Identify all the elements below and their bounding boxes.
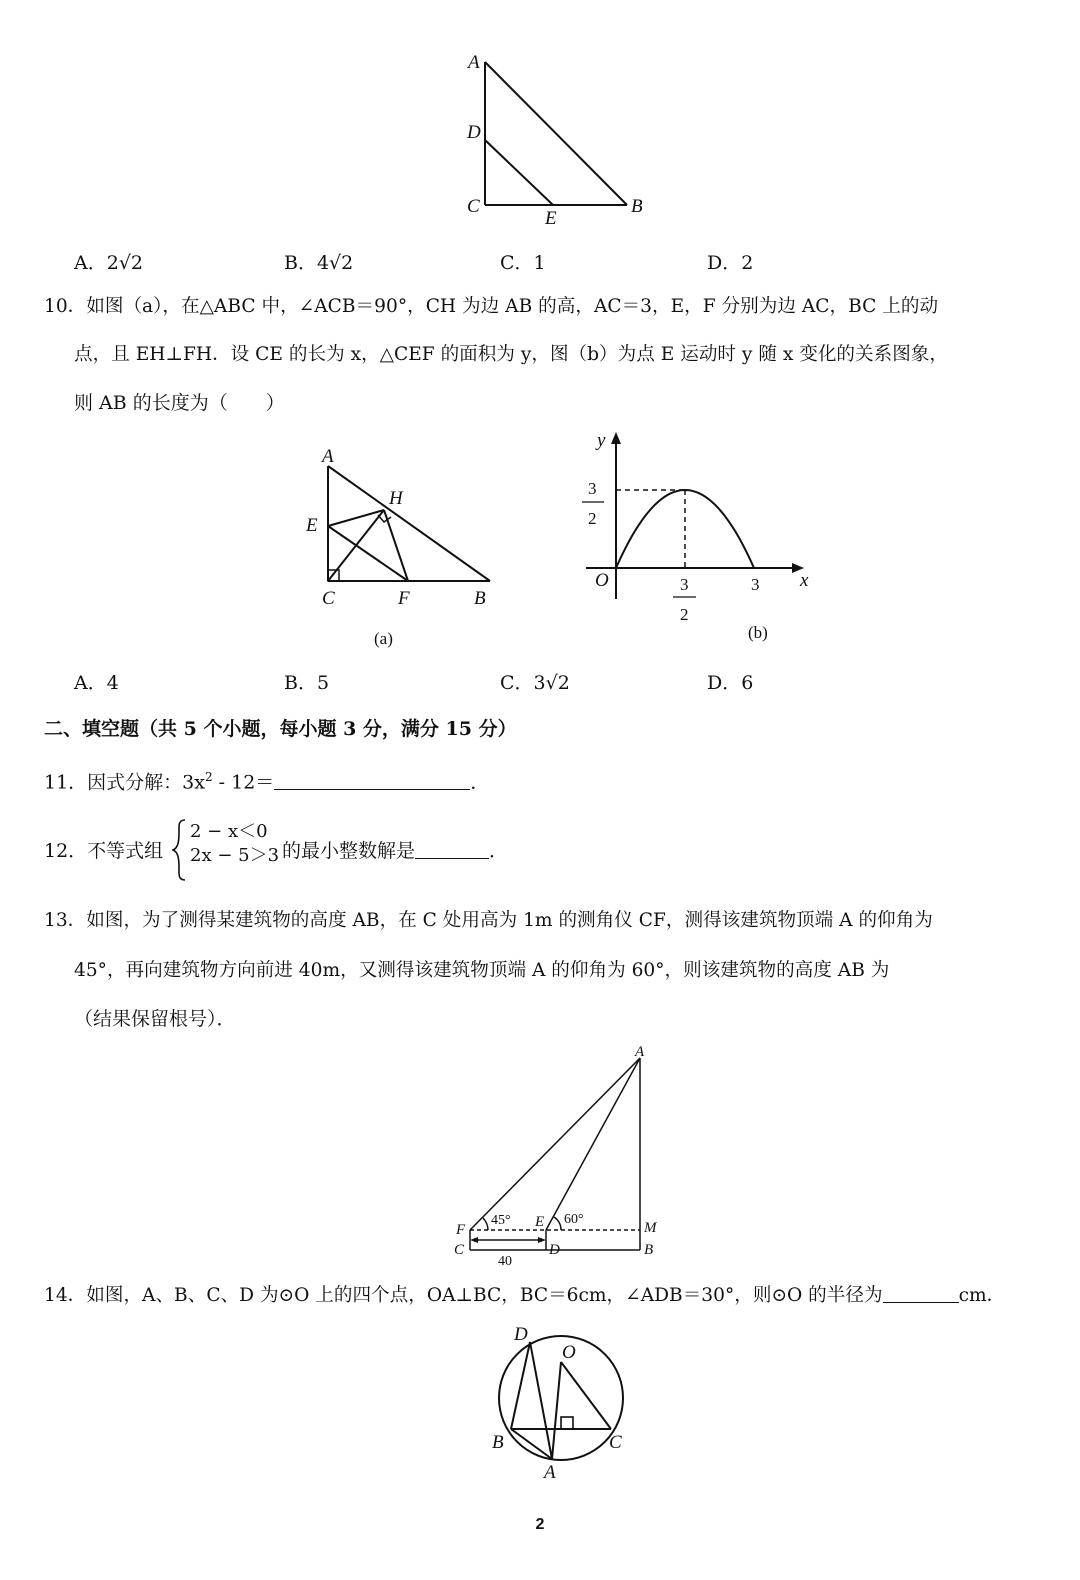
q11-exponent: 2 xyxy=(204,770,213,784)
q11-prefix: 11．因式分解：3x xyxy=(44,771,205,794)
x-tick-peak-num: 3 xyxy=(680,575,689,594)
q10a-label-h: H xyxy=(389,488,403,509)
q12-prefix: 12．不等式组 xyxy=(44,840,164,862)
q9-option-b[interactable] xyxy=(284,248,353,275)
dimension-arrow-right-icon xyxy=(538,1237,546,1243)
option-letter: D． xyxy=(707,672,742,694)
x-tick-peak-den: 2 xyxy=(680,605,689,624)
q10a-caption: (a) xyxy=(374,629,393,648)
option-letter: C． xyxy=(500,672,534,694)
option-letter: C． xyxy=(500,252,534,274)
page-number: 2 xyxy=(535,1516,545,1533)
q10a-label-b: B xyxy=(474,588,486,609)
q13-angle-60: 60° xyxy=(564,1212,584,1227)
q12-answer-blank[interactable] xyxy=(415,838,489,859)
option-value: 1 xyxy=(533,252,546,274)
option-letter: B． xyxy=(284,252,317,274)
q13-label-m: M xyxy=(644,1220,657,1236)
q13-label-f: F xyxy=(456,1222,466,1238)
y-tick-num: 3 xyxy=(588,479,597,498)
option-value: 6 xyxy=(741,672,754,694)
q13-label-c: C xyxy=(454,1242,465,1258)
y-tick-den: 2 xyxy=(588,509,597,528)
q10-option-d[interactable] xyxy=(707,668,753,695)
option-letter: D． xyxy=(707,252,742,274)
q10a-label-e: E xyxy=(306,515,318,536)
q11-answer-blank[interactable] xyxy=(274,769,470,790)
q11-end: ． xyxy=(470,771,490,794)
q13-figure xyxy=(448,1040,678,1270)
q12-inequality-2: 2x − 5＞3 xyxy=(190,845,280,866)
q13-label-d: D xyxy=(549,1242,560,1258)
q14-answer-blank[interactable] xyxy=(883,1282,959,1303)
q10-figure-b-chart xyxy=(570,424,830,654)
q9-option-a[interactable] xyxy=(74,248,143,275)
q13-label-a: A xyxy=(635,1044,645,1060)
q9-label-d: D xyxy=(467,122,481,143)
q14-unit: cm． xyxy=(958,1285,1006,1306)
q14-label-d: D xyxy=(514,1324,528,1345)
y-axis-arrow-icon xyxy=(611,432,621,444)
q11-line xyxy=(44,764,489,795)
option-value: 4√2 xyxy=(316,252,354,274)
q10b-caption: (b) xyxy=(748,623,768,642)
q11-suffix: - 12＝ xyxy=(212,771,275,794)
q14-figure xyxy=(478,1318,648,1478)
q14-line xyxy=(44,1282,1005,1309)
q14-label-b: B xyxy=(492,1432,504,1453)
q9-label-e: E xyxy=(545,208,557,229)
q12-suffix-line xyxy=(282,838,508,864)
q10a-label-a: A xyxy=(322,446,334,467)
q10-option-a[interactable] xyxy=(74,668,119,695)
option-value: 3√2 xyxy=(533,672,570,694)
q10-line-1: 10．如图（a），在△ABC 中，∠ACB＝90°，CH 为边 AB 的高，AC＝3，E，F 分别为边 AC，BC 上的动 xyxy=(44,296,939,317)
q9-label-c: C xyxy=(467,196,480,217)
section-2-title: 二、填空题（共 5 个小题，每小题 3 分，满分 15 分） xyxy=(44,718,517,740)
q9-label-a: A xyxy=(468,52,480,73)
q10a-label-f: F xyxy=(398,588,410,609)
q10-option-b[interactable] xyxy=(284,668,329,695)
q14-label-a: A xyxy=(544,1462,556,1478)
q13-line-3: （结果保留根号）． xyxy=(74,1008,236,1030)
q9-label-b: B xyxy=(631,196,643,217)
axis-label-x: x xyxy=(800,570,809,591)
q10-figure-a xyxy=(300,438,510,658)
axis-label-y: y xyxy=(597,430,606,451)
q10-line-2: 点，且 EH⊥FH．设 CE 的长为 x，△CEF 的面积为 y，图（b）为点 E 运动时 y 随 x 变化的关系图象， xyxy=(74,344,948,365)
option-value: 2√2 xyxy=(106,252,144,274)
q12-end: ． xyxy=(489,840,509,862)
q10a-label-c: C xyxy=(322,588,335,609)
q14-label-c: C xyxy=(609,1432,622,1453)
q12-suffix: 的最小整数解是 xyxy=(282,840,416,862)
q12-brace-icon xyxy=(172,818,188,882)
q12-inequality-1: 2 − x＜0 xyxy=(190,821,268,842)
q9-option-c[interactable] xyxy=(500,248,546,275)
q14-text: 14．如图，A、B、C、D 为⊙O 上的四个点，OA⊥BC，BC＝6cm，∠ADB＝30°，则⊙O 的半径为 xyxy=(44,1285,883,1306)
q9-option-d[interactable] xyxy=(707,248,753,275)
dimension-arrow-left-icon xyxy=(470,1237,478,1243)
q10-option-c[interactable] xyxy=(500,668,570,695)
q13-angle-45: 45° xyxy=(491,1213,511,1228)
option-value: 2 xyxy=(741,252,754,274)
option-value: 5 xyxy=(316,672,330,694)
option-value: 4 xyxy=(106,672,119,694)
q9-figure xyxy=(455,40,665,230)
q13-line-2: 45°，再向建筑物方向前进 40m，又测得该建筑物顶端 A 的仰角为 60°，则该建筑物的高度 AB 为 xyxy=(74,960,890,981)
q13-line-1: 13．如图，为了测得某建筑物的高度 AB，在 C 处用高为 1m 的测角仪 CF，测得该建筑物顶端 A 的仰角为 xyxy=(44,910,933,931)
option-letter: A． xyxy=(74,672,107,694)
option-letter: A． xyxy=(74,252,107,274)
q12-system xyxy=(190,820,279,868)
x-tick-end: 3 xyxy=(751,575,760,594)
q13-label-b: B xyxy=(644,1242,654,1258)
q13-label-e: E xyxy=(535,1214,545,1230)
q13-distance-label: 40 xyxy=(498,1254,512,1269)
option-letter: B． xyxy=(284,672,317,694)
origin-label: O xyxy=(595,570,609,591)
q10-line-3: 则 AB 的长度为（ ） xyxy=(74,392,285,414)
q14-label-o: O xyxy=(562,1342,576,1363)
